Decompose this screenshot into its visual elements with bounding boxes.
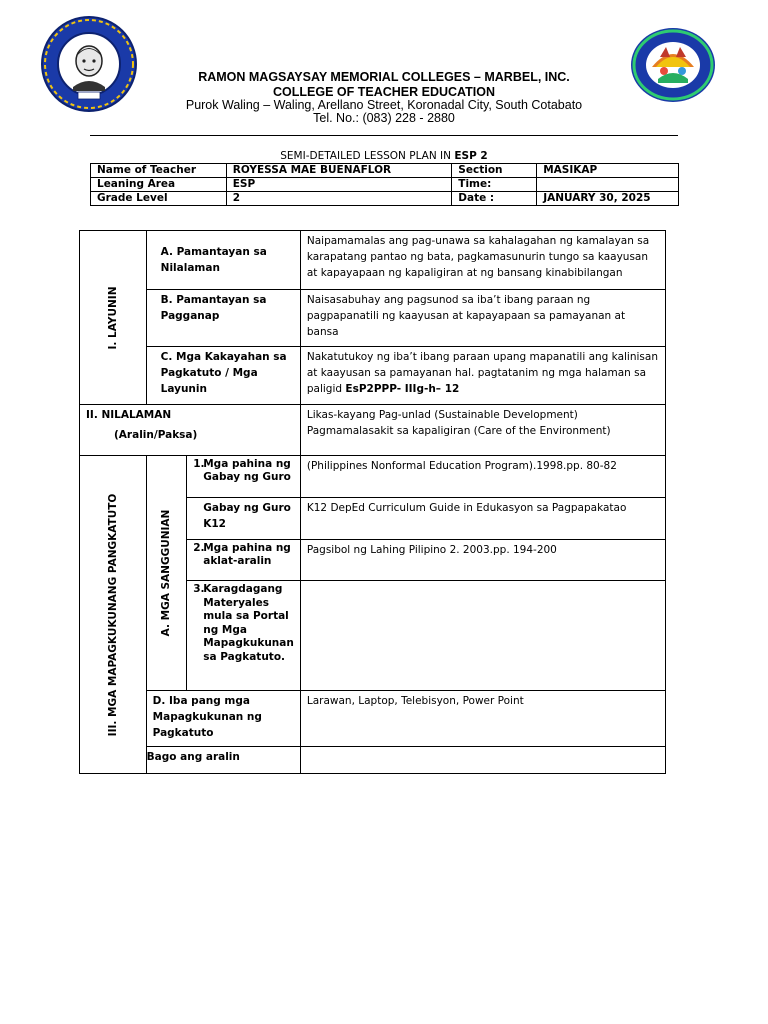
date-label: Date : bbox=[452, 192, 537, 206]
table-row bbox=[80, 456, 666, 498]
college-name: COLLEGE OF TEACHER EDUCATION bbox=[273, 85, 495, 99]
aklat-aralin-value: Pagsibol ng Lahing Pilipino 2. 2003.pp. 194-200 bbox=[300, 540, 665, 581]
teacher-label: Name of Teacher bbox=[91, 164, 227, 178]
header-divider bbox=[90, 135, 678, 136]
table-row bbox=[91, 192, 679, 206]
pamantayan-nilalaman-text: Naipamamalas ang pag-unawa sa kahalagahan ng kamalayan sa karapatang pantao ng bata, pagkamasunurin tungo sa kaayusan at kapayapaan ng kapaligiran at ng bansang kinabibilangan bbox=[300, 231, 665, 290]
time-label: Time: bbox=[452, 178, 537, 192]
gabay-k12-label: Gabay ng Guro K12 bbox=[187, 498, 301, 540]
nilalaman-label: II. NILALAMAN (Aralin/Paksa) bbox=[80, 405, 301, 456]
learning-area-label: Leaning Area bbox=[91, 178, 227, 192]
gabay-guro-value: (Philippines Nonformal Education Program).1998.pp. 80-82 bbox=[300, 456, 665, 498]
table-row bbox=[91, 178, 679, 192]
lesson-plan-title-prefix: SEMI-DETAILED LESSON PLAN IN bbox=[280, 150, 455, 162]
pamantayan-nilalaman-label: A. Pamantayan sa Nilalaman bbox=[146, 231, 300, 290]
iba-pang-mapagkukunan-value: Larawan, Laptop, Telebisyon, Power Point bbox=[300, 691, 665, 747]
gabay-k12-value: K12 DepEd Curriculum Guide in Edukasyon sa Pagpapakatao bbox=[300, 498, 665, 540]
gabay-guro-label: 1. Mga pahina ng Gabay ng Guro bbox=[187, 456, 301, 498]
teacher-value: ROYESSA MAE BUENAFLOR bbox=[226, 164, 452, 178]
section-value: MASIKAP bbox=[537, 164, 679, 178]
pamantayan-pagganap-label: B. Pamantayan sa Pagganap bbox=[146, 290, 300, 347]
bago-ang-aralin-label: Bago ang aralin bbox=[146, 747, 300, 774]
kakayahan-label: C. Mga Kakayahan sa Pagkatuto / Mga Layunin bbox=[146, 347, 300, 405]
kakayahan-text: Nakatutukoy ng iba’t ibang paraan upang mapanatili ang kalinisan at kaayusan sa pamayanan hal. pagtatanim ng mga halaman sa paligid EsP2PPP- IIIg-h– 12 bbox=[300, 347, 665, 405]
grade-level-value: 2 bbox=[226, 192, 452, 206]
grade-level-label: Grade Level bbox=[91, 192, 227, 206]
table-row bbox=[80, 290, 666, 347]
bago-ang-aralin-value bbox=[300, 747, 665, 774]
learning-area-value: ESP bbox=[226, 178, 452, 192]
table-row bbox=[80, 231, 666, 290]
competency-code: EsP2PPP- IIIg-h– 12 bbox=[345, 383, 460, 395]
lesson-plan-subject: ESP 2 bbox=[454, 150, 488, 162]
date-value: JANUARY 30, 2025 bbox=[537, 192, 679, 206]
aralin-paksa-label: (Aralin/Paksa) bbox=[114, 429, 198, 441]
institution-telephone: Tel. No.: (083) 228 - 2880 bbox=[313, 111, 455, 125]
table-row bbox=[80, 691, 666, 747]
pamantayan-pagganap-text: Naisasabuhay ang pagsunod sa iba’t ibang paraan ng pagpapanatili ng kaayusan at kapayapaan sa pamayanan at bansa bbox=[300, 290, 665, 347]
layunin-section-label: I. LAYUNIN bbox=[80, 231, 147, 405]
aklat-aralin-label: 2. Mga pahina ng aklat-aralin bbox=[187, 540, 301, 581]
sanggunian-section-label: III. MGA MAPAGKUKUNANG PANGKATUTO bbox=[80, 456, 147, 774]
lesson-info-table bbox=[90, 163, 679, 206]
lesson-plan-title bbox=[0, 150, 768, 162]
karagdagang-materyales-value bbox=[300, 581, 665, 691]
institution-name: RAMON MAGSAYSAY MEMORIAL COLLEGES – MARBEL, INC. bbox=[198, 70, 570, 84]
table-row bbox=[80, 347, 666, 405]
table-row bbox=[80, 747, 666, 774]
lesson-plan-table bbox=[79, 230, 666, 774]
mga-sanggunian-label: A. MGA SANGGUNIAN bbox=[146, 456, 187, 691]
section-label: Section bbox=[452, 164, 537, 178]
table-row bbox=[91, 164, 679, 178]
karagdagang-materyales-label: 3. Karagdagang Materyales mula sa Portal ng Mga Mapagkukunan sa Pagkatuto. bbox=[187, 581, 301, 691]
table-row bbox=[80, 405, 666, 456]
nilalaman-text: Likas-kayang Pag-unlad (Sustainable Development) Pagmamalasakit sa kapaligiran (Care of the Environment) bbox=[300, 405, 665, 456]
institution-address: Purok Waling – Waling, Arellano Street, Koronadal City, South Cotabato bbox=[185, 98, 583, 112]
time-value bbox=[537, 178, 679, 192]
iba-pang-mapagkukunan-label: D. Iba pang mga Mapagkukunan ng Pagkatuto bbox=[146, 691, 300, 747]
